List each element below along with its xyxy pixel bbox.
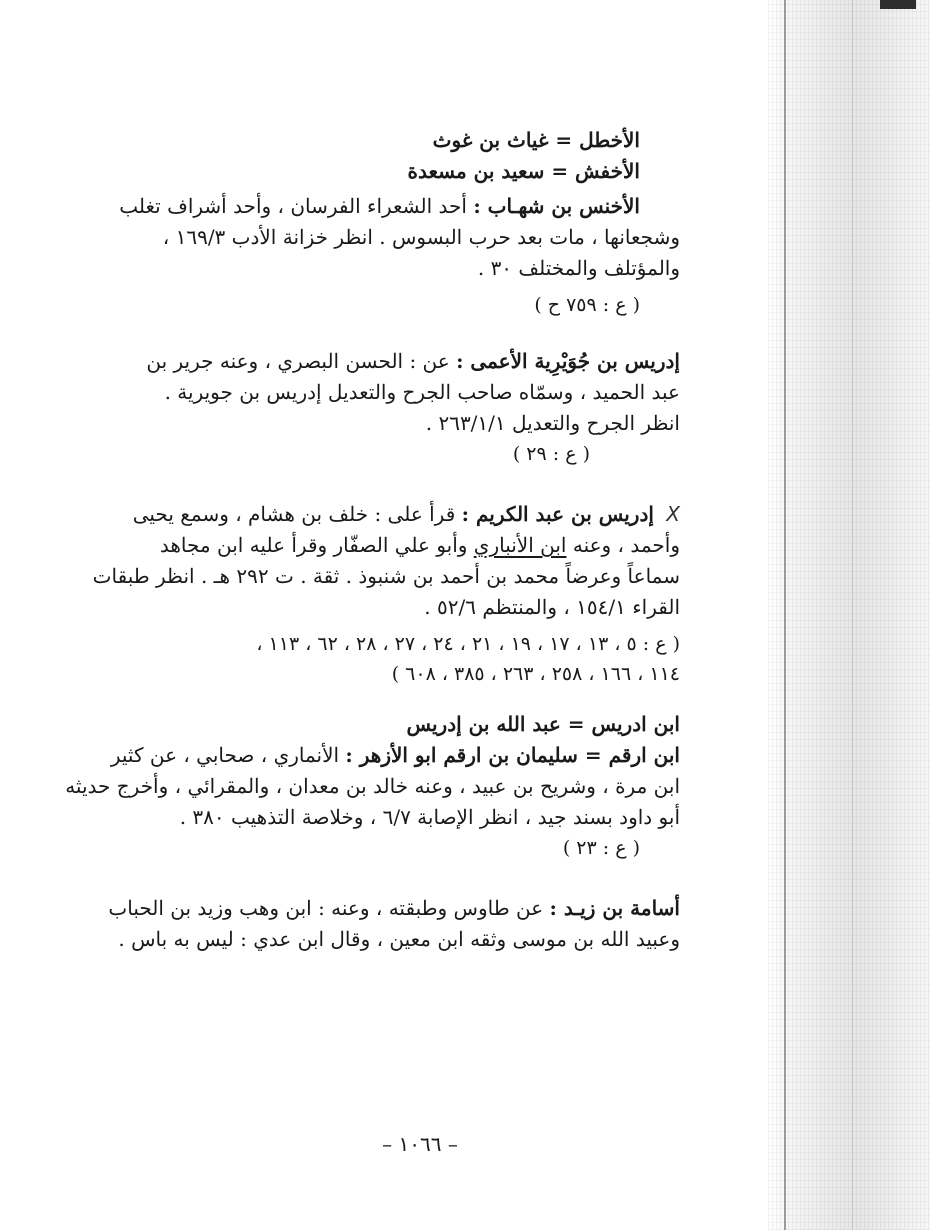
redirect-group-top [40,125,680,187]
redirect-ibn-idris [40,709,680,740]
entry-heading: أسامة بن زيـد : [549,896,680,920]
redirect-text: ابن ادريس = عبد الله بن إدريس [406,712,680,736]
entry-text: ابن مرة ، وشريح بن عبيد ، وعنه خالد بن معدان ، والمقرائي ، وأخرج حديثه [65,774,680,798]
page-number: – ١٠٦٦ – [382,1132,458,1156]
redirect-akhfash: الأخفش = سعيد بن مسعدة [407,159,640,183]
scan-shadow-edge [768,0,930,1230]
entry-text: انظر الجرح والتعديل ٢٦٣/١/١ . [425,411,680,435]
entry-reference: ( ع : ٧٥٩ ح ) [534,294,640,316]
entry-text: القراء ١٥٤/١ ، والمنتظم ٥٢/٦ . [424,595,680,619]
entry-first-line [40,346,680,377]
entry-idris-juwayriya [40,346,680,469]
redirect-akhtal: الأخطل = غياث بن غوث [432,128,640,152]
entry-idris-abdalkarim [40,499,680,689]
entry-text: والمؤتلف والمختلف ٣٠ . [477,256,680,280]
entry-reference: ( ع : ٢٣ ) [562,837,640,859]
entry-text: عن : الحسن البصري ، وعنه جرير بن [146,349,450,373]
underlined-phrase: ابن الأنباري [473,533,567,557]
entry-usama [40,893,680,955]
scan-corner-mark [880,0,916,9]
entry-text: قرأ على : خلف بن هشام ، وسمع يحيى [132,502,456,526]
entry-ibn-arqam [40,740,680,863]
entry-text: الأنماري ، صحابي ، عن كثير [110,743,340,767]
entry-reference: ( ع : ٥ ، ١٣ ، ١٧ ، ١٩ ، ٢١ ، ٢٤ ، ٢٧ ، ٢٨ ، ٦٢ ، ١١٣ ، [256,633,680,655]
entry-first-line [40,191,680,222]
entry-text: عن طاوس وطبقته ، وعنه : ابن وهب وزيد بن الحباب [108,896,544,920]
entry-heading: ابن ارقم = سليمان بن ارقم ابو الأزهر : [345,743,680,767]
scan-edge-line [784,0,786,1230]
entry-text: عبد الحميد ، وسمّاه صاحب الجرح والتعديل إدريس بن جويرية . [164,380,680,404]
entry-akhnas [40,191,680,320]
entry-heading: إدريس بن جُوَيْرِية الأعمى : [456,349,680,373]
entry-text-underlined: وأحمد ، وعنه ابن الأنباري وأبو علي الصفّار وقرأ عليه ابن مجاهد [159,533,680,557]
entry-text: وعبيد الله بن موسى وثقه ابن معين ، وقال ابن عدي : ليس به باس . [118,927,680,951]
entry-heading: الأخنس بن شهـاب : [473,194,640,218]
handwritten-x-mark: X [666,502,680,526]
entry-first-line [40,499,680,530]
scan-edge-line-faint [852,0,853,1230]
dictionary-column [40,125,680,977]
entry-text: أحد الشعراء الفرسان ، وأحد أشراف تغلب [119,194,467,218]
entry-text: سماعاً وعرضاً محمد بن أحمد بن شنبوذ . ثقة . ت ٢٩٢ هـ . انظر طبقات [92,564,680,588]
entry-text: وشجعانها ، مات بعد حرب البسوس . انظر خزانة الأدب ١٦٩/٣ ، [162,225,680,249]
entry-reference: ( ع : ٢٩ ) [512,443,590,465]
entry-first-line [40,740,680,771]
entry-reference: ١١٤ ، ١٦٦ ، ٢٥٨ ، ٢٦٣ ، ٣٨٥ ، ٦٠٨ ) [391,663,680,685]
entry-text: أبو داود بسند جيد ، انظر الإصابة ٦/٧ ، وخلاصة التذهيب ٣٨٠ . [179,805,680,829]
entry-heading: إدريس بن عبد الكريم : [461,502,654,526]
entry-first-line [40,893,680,924]
